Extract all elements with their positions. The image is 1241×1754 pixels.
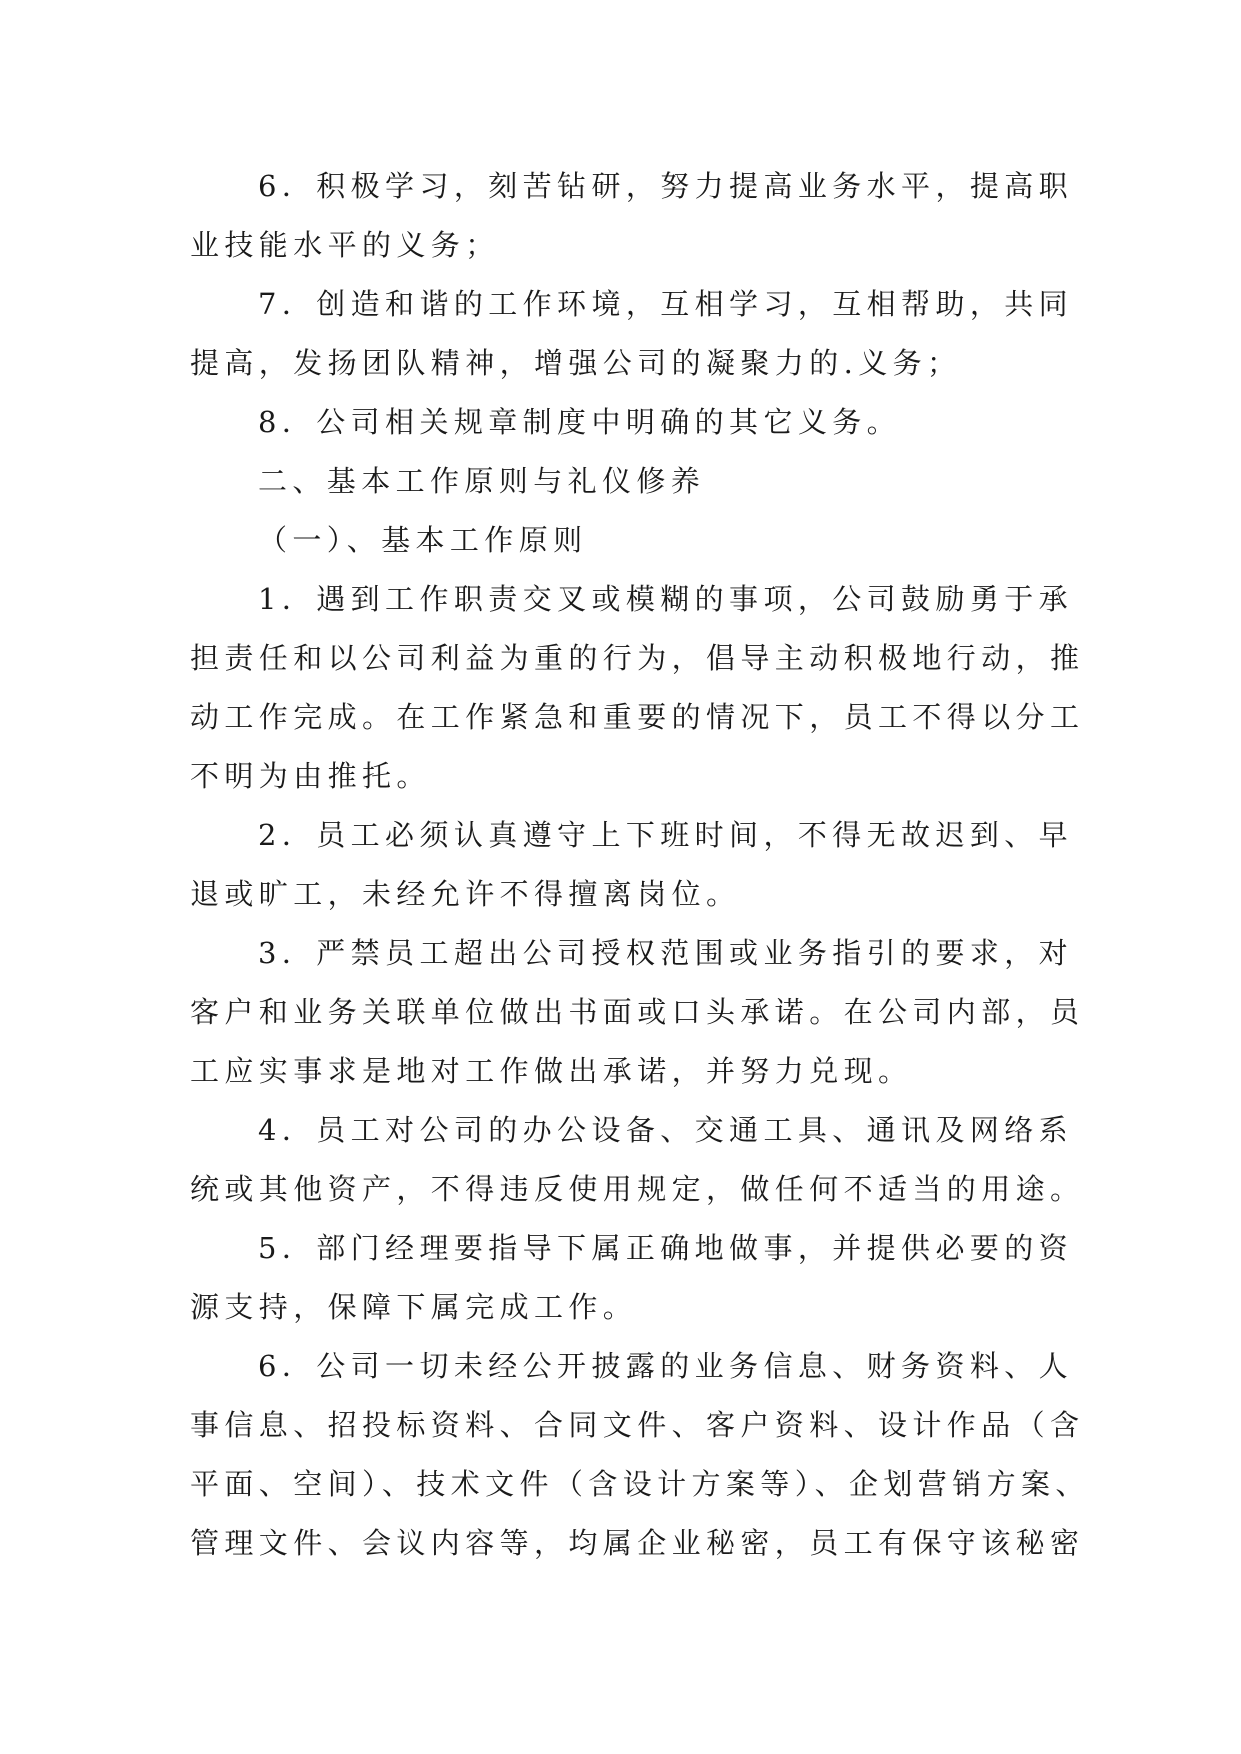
document-line: 4．员工对公司的办公设备、交通工具、通讯及网络系: [258, 1113, 1074, 1147]
document-line: 二、基本工作原则与礼仪修养: [258, 464, 706, 498]
document-line: 6．公司一切未经公开披露的业务信息、财务资料、人: [258, 1349, 1074, 1383]
document-line: 源支持，保障下属完成工作。: [190, 1290, 638, 1324]
document-body: [190, 157, 1090, 1573]
document-line: 8．公司相关规章制度中明确的其它义务。: [258, 405, 902, 439]
document-line: 不明为由推托。: [190, 759, 431, 793]
document-line: 客户和业务关联单位做出书面或口头承诺。在公司内部，员: [190, 995, 1085, 1029]
document-line: 业技能水平的义务；: [190, 228, 500, 262]
document-line: （一）、基本工作原则: [258, 523, 588, 557]
document-line: 2．员工必须认真遵守上下班时间，不得无故迟到、早: [258, 818, 1074, 852]
document-line: 退或旷工，未经允许不得擅离岗位。: [190, 877, 741, 911]
document-line: 5．部门经理要指导下属正确地做事，并提供必要的资: [258, 1231, 1074, 1265]
document-line: 提高，发扬团队精神，增强公司的凝聚力的.义务；: [190, 346, 962, 380]
document-line: 平面、空间）、技术文件（含设计方案等）、企划营销方案、: [190, 1467, 1090, 1501]
document-line: 动工作完成。在工作紧急和重要的情况下，员工不得以分工: [190, 700, 1085, 734]
document-line: 工应实事求是地对工作做出承诺，并努力兑现。: [190, 1054, 913, 1088]
document-line: 事信息、招投标资料、合同文件、客户资料、设计作品（含: [190, 1408, 1085, 1442]
document-line: 管理文件、会议内容等，均属企业秘密，员工有保守该秘密: [190, 1526, 1085, 1560]
document-line: 3．严禁员工超出公司授权范围或业务指引的要求，对: [258, 936, 1074, 970]
document-line: 7．创造和谐的工作环境，互相学习，互相帮助，共同: [258, 287, 1074, 321]
document-line: 担责任和以公司利益为重的行为，倡导主动积极地行动，推: [190, 641, 1085, 675]
document-line: 6．积极学习，刻苦钻研，努力提高业务水平，提高职: [258, 169, 1074, 203]
document-line: 1．遇到工作职责交叉或模糊的事项，公司鼓励勇于承: [258, 582, 1074, 616]
document-line: 统或其他资产，不得违反使用规定，做任何不适当的用途。: [190, 1172, 1085, 1206]
